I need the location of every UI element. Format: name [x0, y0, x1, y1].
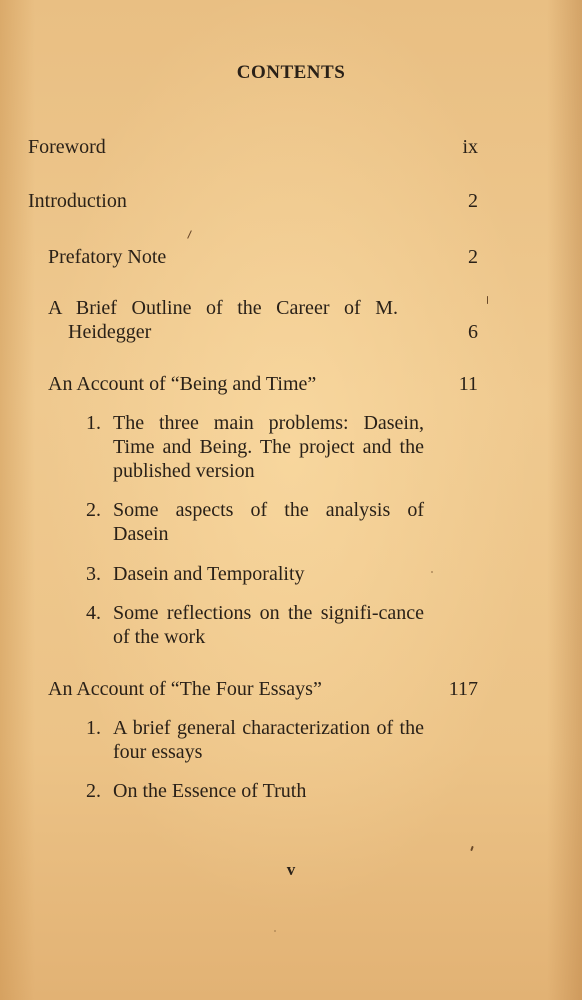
toc-entry-title: An Account of “The Four Essays”: [48, 678, 322, 700]
toc-entry-title: Prefatory Note: [48, 246, 167, 268]
toc-subentry-title: Dasein and Temporality: [113, 563, 305, 585]
toc-page-number: 11: [458, 373, 478, 395]
toc-page-number: 2: [468, 190, 478, 212]
page-folio: v: [286, 860, 296, 879]
toc-subentry-number: 1.: [86, 412, 101, 434]
toc-subentry: [86, 562, 424, 586]
toc-subentry: [86, 716, 424, 764]
toc-subentry-title: Some aspects of the analysis of Dasein: [113, 499, 424, 545]
toc-subentry-title: A brief general characterization of the four essays: [113, 717, 424, 763]
paper-speck: [487, 296, 488, 304]
toc-entry-title: Foreword: [28, 136, 106, 158]
toc-entry-title: Introduction: [28, 190, 127, 212]
paper-speck: [470, 846, 474, 851]
toc-page-number: 117: [448, 678, 478, 700]
toc-entry-prefatory-note: [48, 245, 166, 269]
toc-entry-title: A Brief Outline of the Career of M. Heidegger: [48, 297, 398, 343]
toc-subentry: [86, 411, 424, 483]
toc-subentry-number: 3.: [86, 563, 101, 585]
toc-page-number: 2: [468, 246, 478, 268]
toc-page-number: 6: [468, 321, 478, 343]
paper-speck: [431, 571, 433, 573]
page-heading: CONTENTS: [236, 62, 346, 83]
toc-entry-introduction: [28, 189, 127, 213]
toc-subentry-title: The three main problems: Dasein, Time and Being. The project and the published version: [113, 412, 424, 482]
toc-subentry: [86, 498, 424, 546]
paper-speck: [187, 230, 192, 239]
toc-entry-foreword: [28, 135, 106, 159]
paper-speck: [274, 930, 276, 932]
toc-page-number: ix: [462, 136, 478, 158]
toc-subentry: [86, 779, 424, 803]
toc-entry-being-and-time: [48, 372, 316, 396]
toc-subentry: [86, 601, 424, 649]
toc-subentry-number: 4.: [86, 602, 101, 624]
toc-entry-title: An Account of “Being and Time”: [48, 373, 317, 395]
toc-entry-four-essays: [48, 677, 322, 701]
toc-subentry-number: 1.: [86, 717, 101, 739]
toc-subentry-title: Some reflections on the signifi-cance of the work: [113, 602, 424, 648]
toc-subentry-number: 2.: [86, 499, 101, 521]
toc-subentry-number: 2.: [86, 780, 101, 802]
toc-subentry-title: On the Essence of Truth: [113, 780, 307, 802]
toc-entry-brief-outline: [48, 296, 398, 344]
